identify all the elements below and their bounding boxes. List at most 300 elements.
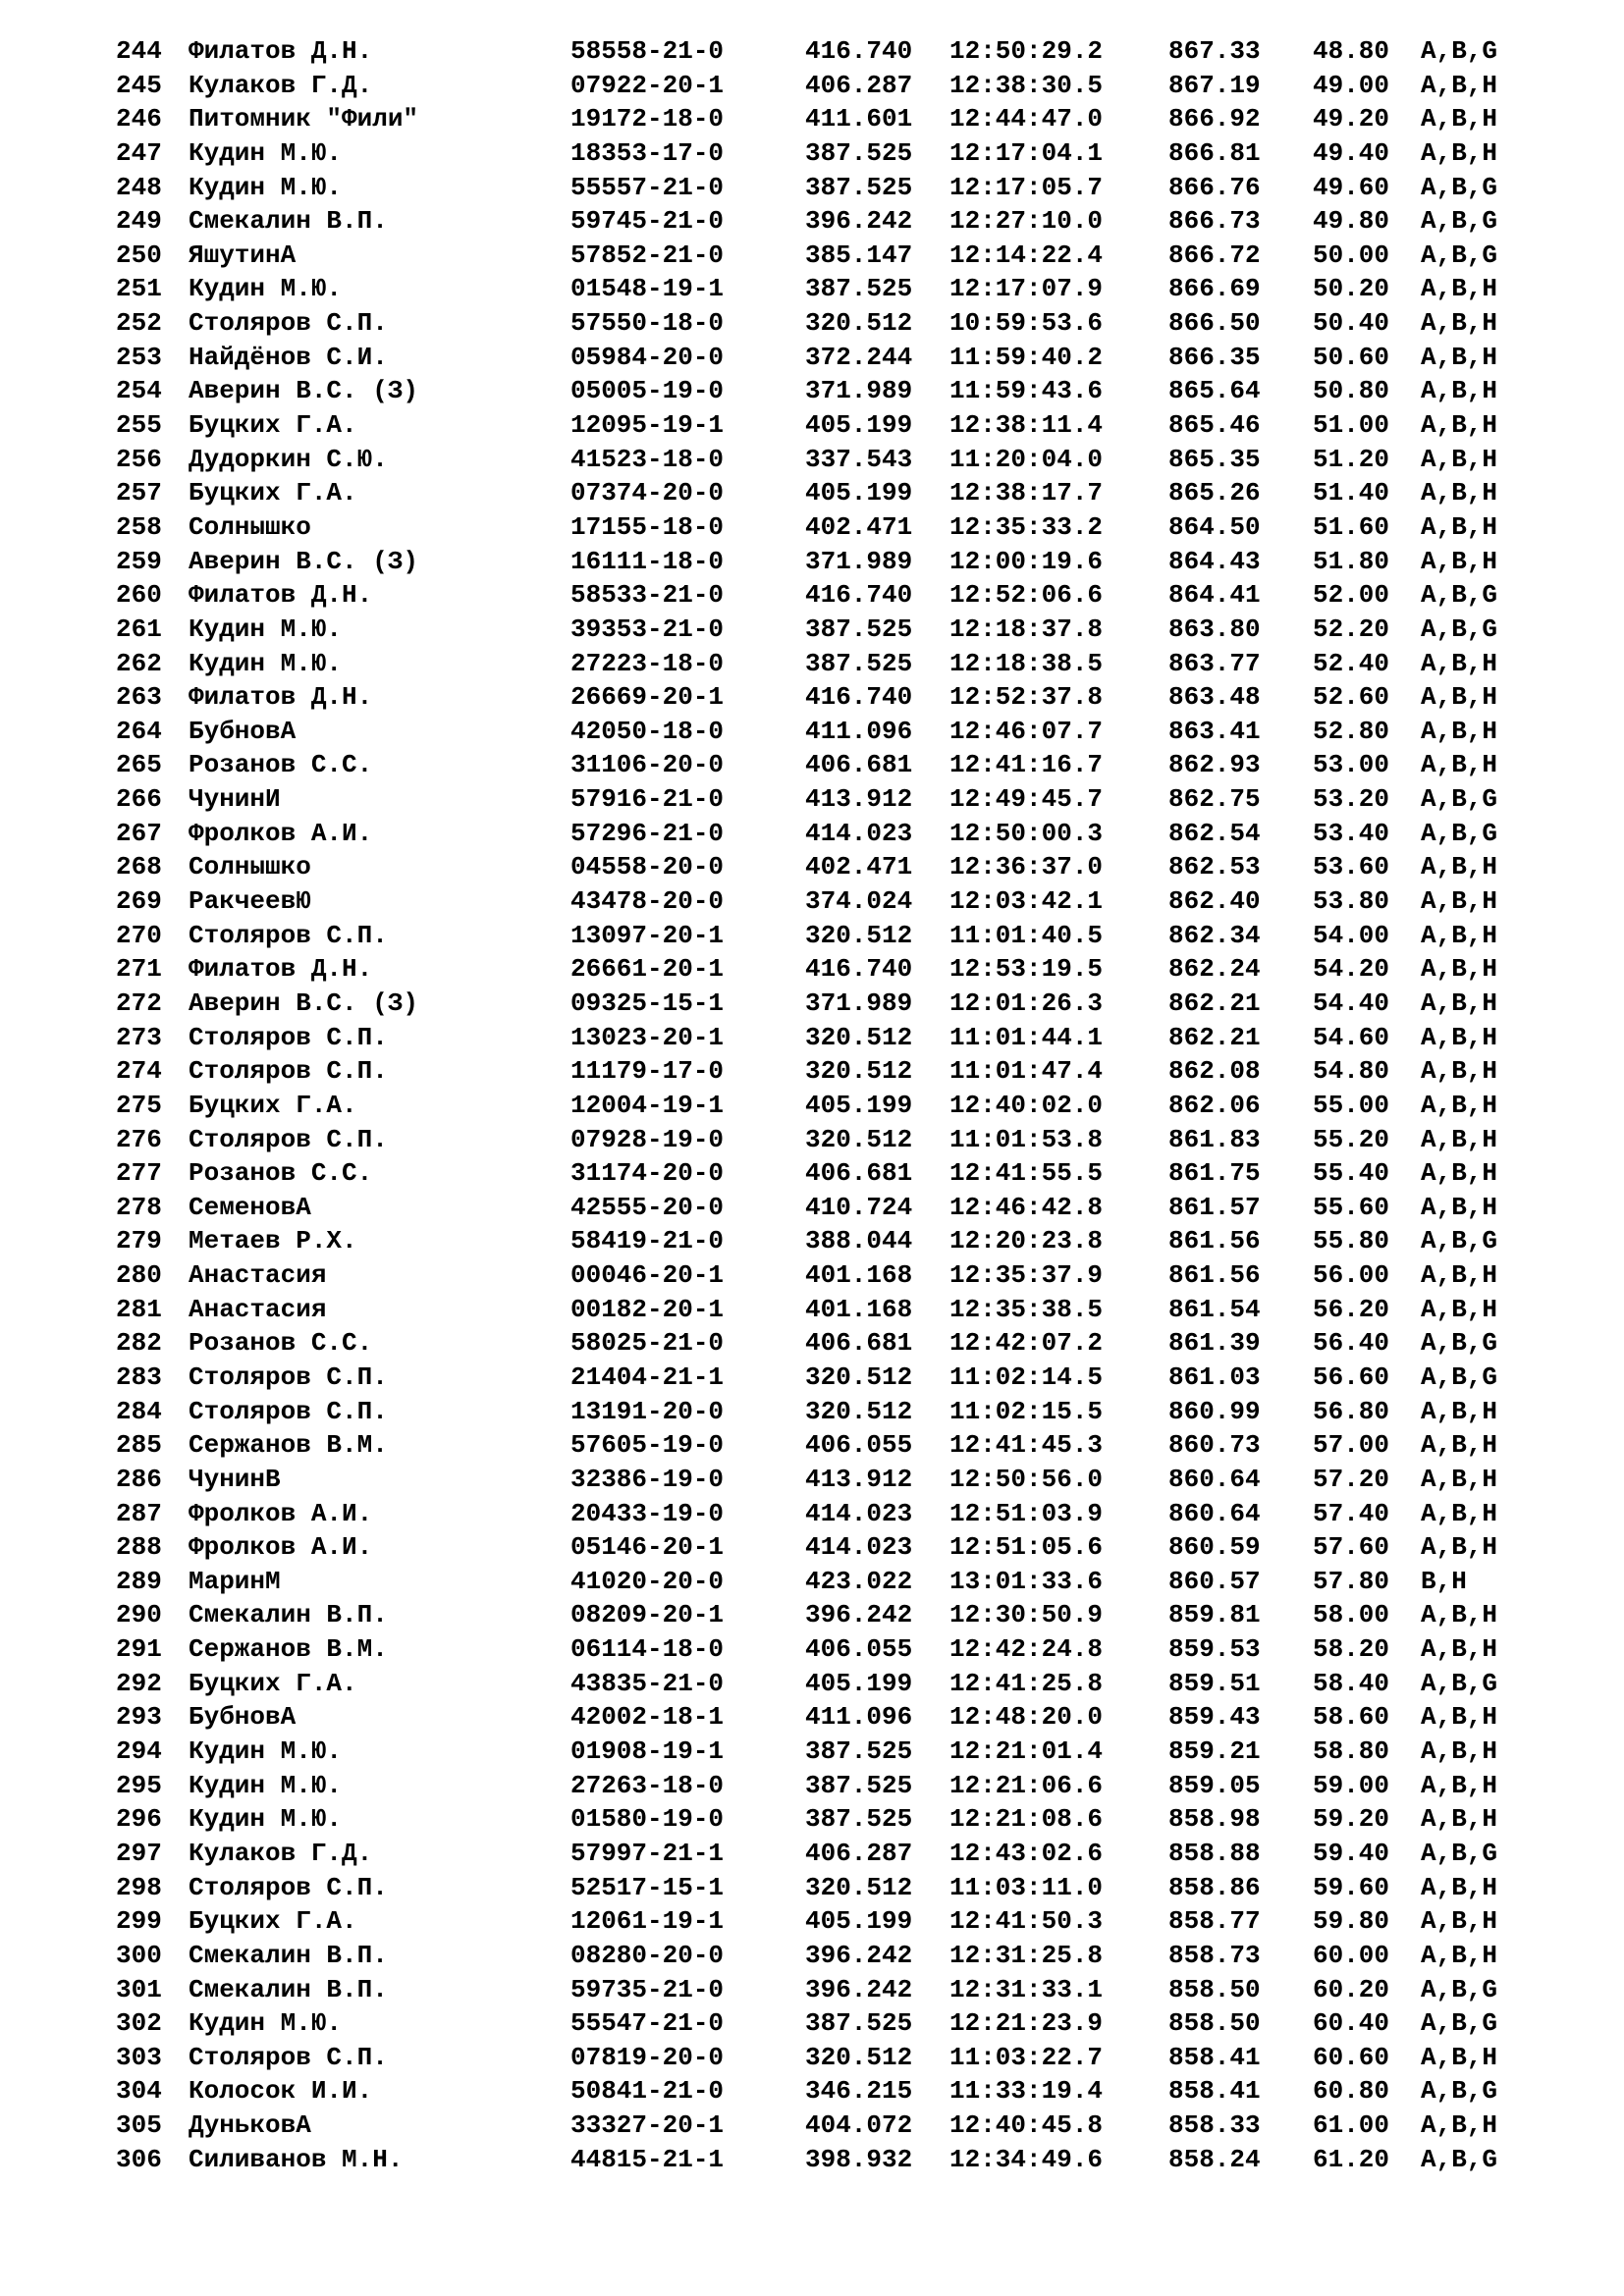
owner-name-cell: Фролков А.И. [189, 1498, 373, 1528]
codes-cell: A,B,H [1421, 1294, 1498, 1324]
owner-name-cell: Питомник "Фили" [189, 104, 419, 134]
points-cell: 57.00 [1313, 1430, 1390, 1461]
points-cell: 50.40 [1313, 308, 1390, 339]
speed-cell: 862.34 [1168, 920, 1261, 950]
arrival-time-cell: 12:49:45.7 [949, 784, 1104, 815]
arrival-time-cell: 12:36:37.0 [949, 852, 1104, 882]
place-cell: 260 [116, 580, 162, 611]
ring-number-cell: 16111-18-0 [570, 546, 725, 576]
ring-number-cell: 57296-21-0 [570, 818, 725, 848]
ring-number-cell: 27263-18-0 [570, 1770, 725, 1800]
points-cell: 59.60 [1313, 1872, 1390, 1902]
ring-number-cell: 01580-19-0 [570, 1804, 725, 1835]
distance-cell: 388.044 [805, 1226, 913, 1256]
codes-cell: A,B,G [1421, 1668, 1498, 1698]
owner-name-cell: Столяров С.П. [189, 1124, 388, 1154]
distance-cell: 414.023 [805, 1532, 913, 1563]
distance-cell: 406.055 [805, 1634, 913, 1665]
place-cell: 273 [116, 1022, 162, 1052]
speed-cell: 862.75 [1168, 784, 1261, 815]
distance-cell: 387.525 [805, 614, 913, 644]
owner-name-cell: Буцких Г.А. [189, 1668, 357, 1698]
table-row [0, 884, 1624, 919]
ring-number-cell: 13097-20-1 [570, 920, 725, 950]
owner-name-cell: БубновА [189, 716, 297, 746]
codes-cell: A,B,H [1421, 886, 1498, 917]
arrival-time-cell: 10:59:53.6 [949, 308, 1104, 339]
place-cell: 293 [116, 1702, 162, 1733]
owner-name-cell: БубновА [189, 1702, 297, 1733]
table-row [0, 1156, 1624, 1191]
points-cell: 55.20 [1313, 1124, 1390, 1154]
arrival-time-cell: 12:20:23.8 [949, 1226, 1104, 1256]
speed-cell: 862.40 [1168, 886, 1261, 917]
distance-cell: 405.199 [805, 1090, 913, 1120]
points-cell: 60.40 [1313, 2008, 1390, 2039]
codes-cell: A,B,H [1421, 1940, 1498, 1970]
distance-cell: 406.055 [805, 1430, 913, 1461]
owner-name-cell: Смекалин В.П. [189, 1940, 388, 1970]
distance-cell: 387.525 [805, 1736, 913, 1767]
place-cell: 306 [116, 2144, 162, 2174]
points-cell: 51.40 [1313, 478, 1390, 508]
codes-cell: A,B,H [1421, 1634, 1498, 1665]
arrival-time-cell: 11:20:04.0 [949, 444, 1104, 474]
table-row [0, 408, 1624, 443]
ring-number-cell: 31106-20-0 [570, 750, 725, 780]
table-row [0, 1735, 1624, 1769]
owner-name-cell: Фролков А.И. [189, 1532, 373, 1563]
ring-number-cell: 27223-18-0 [570, 648, 725, 678]
arrival-time-cell: 12:38:17.7 [949, 478, 1104, 508]
speed-cell: 866.73 [1168, 206, 1261, 237]
table-row [0, 1293, 1624, 1327]
codes-cell: A,B,H [1421, 410, 1498, 441]
place-cell: 246 [116, 104, 162, 134]
ring-number-cell: 12095-19-1 [570, 410, 725, 441]
owner-name-cell: Буцких Г.А. [189, 1090, 357, 1120]
owner-name-cell: Розанов С.С. [189, 1328, 373, 1359]
distance-cell: 371.989 [805, 376, 913, 406]
distance-cell: 405.199 [805, 1668, 913, 1698]
owner-name-cell: Кудин М.Ю. [189, 614, 343, 644]
owner-name-cell: Филатов Д.Н. [189, 954, 373, 985]
points-cell: 49.00 [1313, 70, 1390, 100]
owner-name-cell: Столяров С.П. [189, 1362, 388, 1392]
arrival-time-cell: 12:35:38.5 [949, 1294, 1104, 1324]
place-cell: 296 [116, 1804, 162, 1835]
arrival-time-cell: 12:18:37.8 [949, 614, 1104, 644]
speed-cell: 866.76 [1168, 172, 1261, 202]
speed-cell: 867.19 [1168, 70, 1261, 100]
points-cell: 52.00 [1313, 580, 1390, 611]
owner-name-cell: Аверин В.С. (З) [189, 376, 419, 406]
points-cell: 53.80 [1313, 886, 1390, 917]
ring-number-cell: 33327-20-1 [570, 2110, 725, 2141]
arrival-time-cell: 12:52:06.6 [949, 580, 1104, 611]
points-cell: 54.20 [1313, 954, 1390, 985]
speed-cell: 858.41 [1168, 2076, 1261, 2107]
distance-cell: 396.242 [805, 1600, 913, 1630]
speed-cell: 861.56 [1168, 1226, 1261, 1256]
ring-number-cell: 26669-20-1 [570, 682, 725, 713]
codes-cell: A,B,H [1421, 376, 1498, 406]
codes-cell: A,B,H [1421, 1872, 1498, 1902]
owner-name-cell: Буцких Г.А. [189, 478, 357, 508]
distance-cell: 416.740 [805, 36, 913, 66]
speed-cell: 859.81 [1168, 1600, 1261, 1630]
points-cell: 54.40 [1313, 988, 1390, 1018]
table-row [0, 647, 1624, 681]
points-cell: 60.20 [1313, 1974, 1390, 2004]
speed-cell: 860.73 [1168, 1430, 1261, 1461]
codes-cell: A,B,H [1421, 1158, 1498, 1189]
ring-number-cell: 57605-19-0 [570, 1430, 725, 1461]
speed-cell: 866.35 [1168, 342, 1261, 372]
speed-cell: 863.41 [1168, 716, 1261, 746]
arrival-time-cell: 12:38:11.4 [949, 410, 1104, 441]
distance-cell: 405.199 [805, 478, 913, 508]
codes-cell: A,B,H [1421, 104, 1498, 134]
codes-cell: A,B,G [1421, 1226, 1498, 1256]
points-cell: 56.80 [1313, 1396, 1390, 1426]
table-row [0, 239, 1624, 273]
place-cell: 245 [116, 70, 162, 100]
table-row [0, 613, 1624, 647]
points-cell: 58.80 [1313, 1736, 1390, 1767]
ring-number-cell: 44815-21-1 [570, 2144, 725, 2174]
codes-cell: A,B,H [1421, 648, 1498, 678]
table-row [0, 510, 1624, 545]
codes-cell: A,B,H [1421, 1702, 1498, 1733]
speed-cell: 865.64 [1168, 376, 1261, 406]
speed-cell: 866.81 [1168, 137, 1261, 168]
speed-cell: 864.41 [1168, 580, 1261, 611]
ring-number-cell: 12061-19-1 [570, 1906, 725, 1937]
arrival-time-cell: 12:42:07.2 [949, 1328, 1104, 1359]
owner-name-cell: Смекалин В.П. [189, 1600, 388, 1630]
place-cell: 265 [116, 750, 162, 780]
codes-cell: A,B,H [1421, 1498, 1498, 1528]
points-cell: 51.80 [1313, 546, 1390, 576]
points-cell: 57.40 [1313, 1498, 1390, 1528]
table-row [0, 443, 1624, 477]
distance-cell: 320.512 [805, 920, 913, 950]
owner-name-cell: Филатов Д.Н. [189, 36, 373, 66]
distance-cell: 387.525 [805, 1804, 913, 1835]
distance-cell: 406.681 [805, 750, 913, 780]
arrival-time-cell: 12:30:50.9 [949, 1600, 1104, 1630]
arrival-time-cell: 12:44:47.0 [949, 104, 1104, 134]
ring-number-cell: 21404-21-1 [570, 1362, 725, 1392]
ring-number-cell: 52517-15-1 [570, 1872, 725, 1902]
speed-cell: 864.43 [1168, 546, 1261, 576]
arrival-time-cell: 12:18:38.5 [949, 648, 1104, 678]
speed-cell: 861.83 [1168, 1124, 1261, 1154]
owner-name-cell: Кулаков Г.Д. [189, 1838, 373, 1868]
speed-cell: 866.92 [1168, 104, 1261, 134]
codes-cell: A,B,H [1421, 750, 1498, 780]
table-row [0, 817, 1624, 851]
distance-cell: 320.512 [805, 1056, 913, 1087]
distance-cell: 320.512 [805, 1872, 913, 1902]
speed-cell: 860.59 [1168, 1532, 1261, 1563]
ring-number-cell: 13191-20-0 [570, 1396, 725, 1426]
place-cell: 250 [116, 240, 162, 270]
table-row [0, 1565, 1624, 1599]
codes-cell: A,B,G [1421, 614, 1498, 644]
distance-cell: 320.512 [805, 308, 913, 339]
points-cell: 58.40 [1313, 1668, 1390, 1698]
arrival-time-cell: 11:01:53.8 [949, 1124, 1104, 1154]
points-cell: 56.00 [1313, 1260, 1390, 1291]
table-row [0, 204, 1624, 239]
points-cell: 58.60 [1313, 1702, 1390, 1733]
place-cell: 297 [116, 1838, 162, 1868]
distance-cell: 402.471 [805, 511, 913, 542]
owner-name-cell: ЧунинВ [189, 1464, 281, 1494]
codes-cell: A,B,H [1421, 546, 1498, 576]
table-row [0, 1326, 1624, 1361]
owner-name-cell: Столяров С.П. [189, 1056, 388, 1087]
points-cell: 58.00 [1313, 1600, 1390, 1630]
points-cell: 55.60 [1313, 1192, 1390, 1222]
table-row [0, 1904, 1624, 1939]
codes-cell: A,B,H [1421, 1464, 1498, 1494]
owner-name-cell: Столяров С.П. [189, 308, 388, 339]
table-row [0, 306, 1624, 341]
place-cell: 269 [116, 886, 162, 917]
owner-name-cell: Кудин М.Ю. [189, 274, 343, 304]
points-cell: 59.20 [1313, 1804, 1390, 1835]
ring-number-cell: 32386-19-0 [570, 1464, 725, 1494]
distance-cell: 411.601 [805, 104, 913, 134]
speed-cell: 863.80 [1168, 614, 1261, 644]
place-cell: 283 [116, 1362, 162, 1392]
arrival-time-cell: 12:03:42.1 [949, 886, 1104, 917]
distance-cell: 320.512 [805, 1124, 913, 1154]
speed-cell: 858.50 [1168, 1974, 1261, 2004]
place-cell: 280 [116, 1260, 162, 1291]
table-row [0, 680, 1624, 715]
owner-name-cell: Смекалин В.П. [189, 1974, 388, 2004]
codes-cell: A,B,H [1421, 2042, 1498, 2072]
table-row [0, 2109, 1624, 2143]
table-row [0, 578, 1624, 613]
place-cell: 282 [116, 1328, 162, 1359]
ring-number-cell: 58533-21-0 [570, 580, 725, 611]
speed-cell: 859.53 [1168, 1634, 1261, 1665]
speed-cell: 860.57 [1168, 1566, 1261, 1596]
arrival-time-cell: 12:51:05.6 [949, 1532, 1104, 1563]
arrival-time-cell: 11:01:40.5 [949, 920, 1104, 950]
arrival-time-cell: 12:21:23.9 [949, 2008, 1104, 2039]
ring-number-cell: 17155-18-0 [570, 511, 725, 542]
owner-name-cell: Кудин М.Ю. [189, 137, 343, 168]
owner-name-cell: Анастасия [189, 1260, 327, 1291]
points-cell: 56.20 [1313, 1294, 1390, 1324]
table-row [0, 919, 1624, 953]
owner-name-cell: Розанов С.С. [189, 1158, 373, 1189]
owner-name-cell: Кулаков Г.Д. [189, 70, 373, 100]
speed-cell: 858.98 [1168, 1804, 1261, 1835]
ring-number-cell: 11179-17-0 [570, 1056, 725, 1087]
place-cell: 295 [116, 1770, 162, 1800]
ring-number-cell: 18353-17-0 [570, 137, 725, 168]
arrival-time-cell: 12:17:07.9 [949, 274, 1104, 304]
ring-number-cell: 05005-19-0 [570, 376, 725, 406]
owner-name-cell: Силиванов М.Н. [189, 2144, 404, 2174]
arrival-time-cell: 12:50:56.0 [949, 1464, 1104, 1494]
distance-cell: 405.199 [805, 1906, 913, 1937]
owner-name-cell: Аверин В.С. (З) [189, 988, 419, 1018]
place-cell: 287 [116, 1498, 162, 1528]
distance-cell: 372.244 [805, 342, 913, 372]
ring-number-cell: 19172-18-0 [570, 104, 725, 134]
codes-cell: A,B,H [1421, 988, 1498, 1018]
table-row [0, 1089, 1624, 1123]
place-cell: 268 [116, 852, 162, 882]
owner-name-cell: Буцких Г.А. [189, 410, 357, 441]
arrival-time-cell: 11:33:19.4 [949, 2076, 1104, 2107]
place-cell: 290 [116, 1600, 162, 1630]
points-cell: 49.40 [1313, 137, 1390, 168]
ring-number-cell: 57852-21-0 [570, 240, 725, 270]
arrival-time-cell: 12:21:06.6 [949, 1770, 1104, 1800]
place-cell: 252 [116, 308, 162, 339]
arrival-time-cell: 12:46:42.8 [949, 1192, 1104, 1222]
table-row [0, 1700, 1624, 1735]
arrival-time-cell: 12:31:33.1 [949, 1974, 1104, 2004]
owner-name-cell: ДуньковА [189, 2110, 311, 2141]
owner-name-cell: Аверин В.С. (З) [189, 546, 419, 576]
distance-cell: 337.543 [805, 444, 913, 474]
points-cell: 60.00 [1313, 1940, 1390, 1970]
table-row [0, 1123, 1624, 1157]
place-cell: 285 [116, 1430, 162, 1461]
table-row [0, 1497, 1624, 1531]
ring-number-cell: 43478-20-0 [570, 886, 725, 917]
place-cell: 251 [116, 274, 162, 304]
arrival-time-cell: 12:27:10.0 [949, 206, 1104, 237]
ring-number-cell: 58419-21-0 [570, 1226, 725, 1256]
place-cell: 277 [116, 1158, 162, 1189]
table-row [0, 1598, 1624, 1632]
codes-cell: A,B,H [1421, 1090, 1498, 1120]
codes-cell: A,B,G [1421, 36, 1498, 66]
ring-number-cell: 08280-20-0 [570, 1940, 725, 1970]
codes-cell: A,B,G [1421, 2008, 1498, 2039]
distance-cell: 398.932 [805, 2144, 913, 2174]
speed-cell: 858.24 [1168, 2144, 1261, 2174]
points-cell: 59.00 [1313, 1770, 1390, 1800]
distance-cell: 374.024 [805, 886, 913, 917]
place-cell: 267 [116, 818, 162, 848]
place-cell: 289 [116, 1566, 162, 1596]
place-cell: 284 [116, 1396, 162, 1426]
points-cell: 48.80 [1313, 36, 1390, 66]
speed-cell: 863.77 [1168, 648, 1261, 678]
place-cell: 279 [116, 1226, 162, 1256]
points-cell: 52.60 [1313, 682, 1390, 713]
codes-cell: A,B,H [1421, 1396, 1498, 1426]
points-cell: 53.40 [1313, 818, 1390, 848]
ring-number-cell: 57997-21-1 [570, 1838, 725, 1868]
points-cell: 49.60 [1313, 172, 1390, 202]
speed-cell: 865.26 [1168, 478, 1261, 508]
owner-name-cell: Дудоркин С.Ю. [189, 444, 388, 474]
arrival-time-cell: 12:21:08.6 [949, 1804, 1104, 1835]
arrival-time-cell: 12:48:20.0 [949, 1702, 1104, 1733]
ring-number-cell: 26661-20-1 [570, 954, 725, 985]
table-row [0, 545, 1624, 579]
owner-name-cell: Сержанов В.М. [189, 1430, 388, 1461]
points-cell: 58.20 [1313, 1634, 1390, 1665]
place-cell: 275 [116, 1090, 162, 1120]
table-row [0, 1802, 1624, 1837]
table-row [0, 2143, 1624, 2177]
arrival-time-cell: 12:42:24.8 [949, 1634, 1104, 1665]
owner-name-cell: Солнышко [189, 852, 311, 882]
codes-cell: A,B,G [1421, 206, 1498, 237]
place-cell: 247 [116, 137, 162, 168]
owner-name-cell: РакчеевЮ [189, 886, 311, 917]
table-row [0, 171, 1624, 205]
owner-name-cell: Кудин М.Ю. [189, 172, 343, 202]
place-cell: 288 [116, 1532, 162, 1563]
speed-cell: 866.69 [1168, 274, 1261, 304]
owner-name-cell: ЯшутинА [189, 240, 297, 270]
ring-number-cell: 00182-20-1 [570, 1294, 725, 1324]
arrival-time-cell: 12:41:16.7 [949, 750, 1104, 780]
arrival-time-cell: 12:50:00.3 [949, 818, 1104, 848]
place-cell: 258 [116, 511, 162, 542]
codes-cell: A,B,H [1421, 1770, 1498, 1800]
speed-cell: 858.50 [1168, 2008, 1261, 2039]
owner-name-cell: Столяров С.П. [189, 1022, 388, 1052]
arrival-time-cell: 12:46:07.7 [949, 716, 1104, 746]
owner-name-cell: Столяров С.П. [189, 920, 388, 950]
codes-cell: A,B,H [1421, 342, 1498, 372]
speed-cell: 858.77 [1168, 1906, 1261, 1937]
place-cell: 249 [116, 206, 162, 237]
arrival-time-cell: 12:53:19.5 [949, 954, 1104, 985]
distance-cell: 411.096 [805, 1702, 913, 1733]
arrival-time-cell: 12:14:22.4 [949, 240, 1104, 270]
speed-cell: 861.75 [1168, 1158, 1261, 1189]
table-row [0, 748, 1624, 782]
speed-cell: 861.39 [1168, 1328, 1261, 1359]
table-row [0, 850, 1624, 884]
owner-name-cell: Фролков А.И. [189, 818, 373, 848]
owner-name-cell: ЧунинИ [189, 784, 281, 815]
ring-number-cell: 31174-20-0 [570, 1158, 725, 1189]
speed-cell: 861.56 [1168, 1260, 1261, 1291]
codes-cell: A,B,H [1421, 1736, 1498, 1767]
points-cell: 57.60 [1313, 1532, 1390, 1563]
points-cell: 53.60 [1313, 852, 1390, 882]
codes-cell: A,B,H [1421, 1124, 1498, 1154]
speed-cell: 861.57 [1168, 1192, 1261, 1222]
codes-cell: A,B,H [1421, 1804, 1498, 1835]
points-cell: 55.80 [1313, 1226, 1390, 1256]
arrival-time-cell: 12:31:25.8 [949, 1940, 1104, 1970]
distance-cell: 414.023 [805, 1498, 913, 1528]
ring-number-cell: 13023-20-1 [570, 1022, 725, 1052]
ring-number-cell: 05984-20-0 [570, 342, 725, 372]
owner-name-cell: МаринМ [189, 1566, 281, 1596]
arrival-time-cell: 12:35:33.2 [949, 511, 1104, 542]
